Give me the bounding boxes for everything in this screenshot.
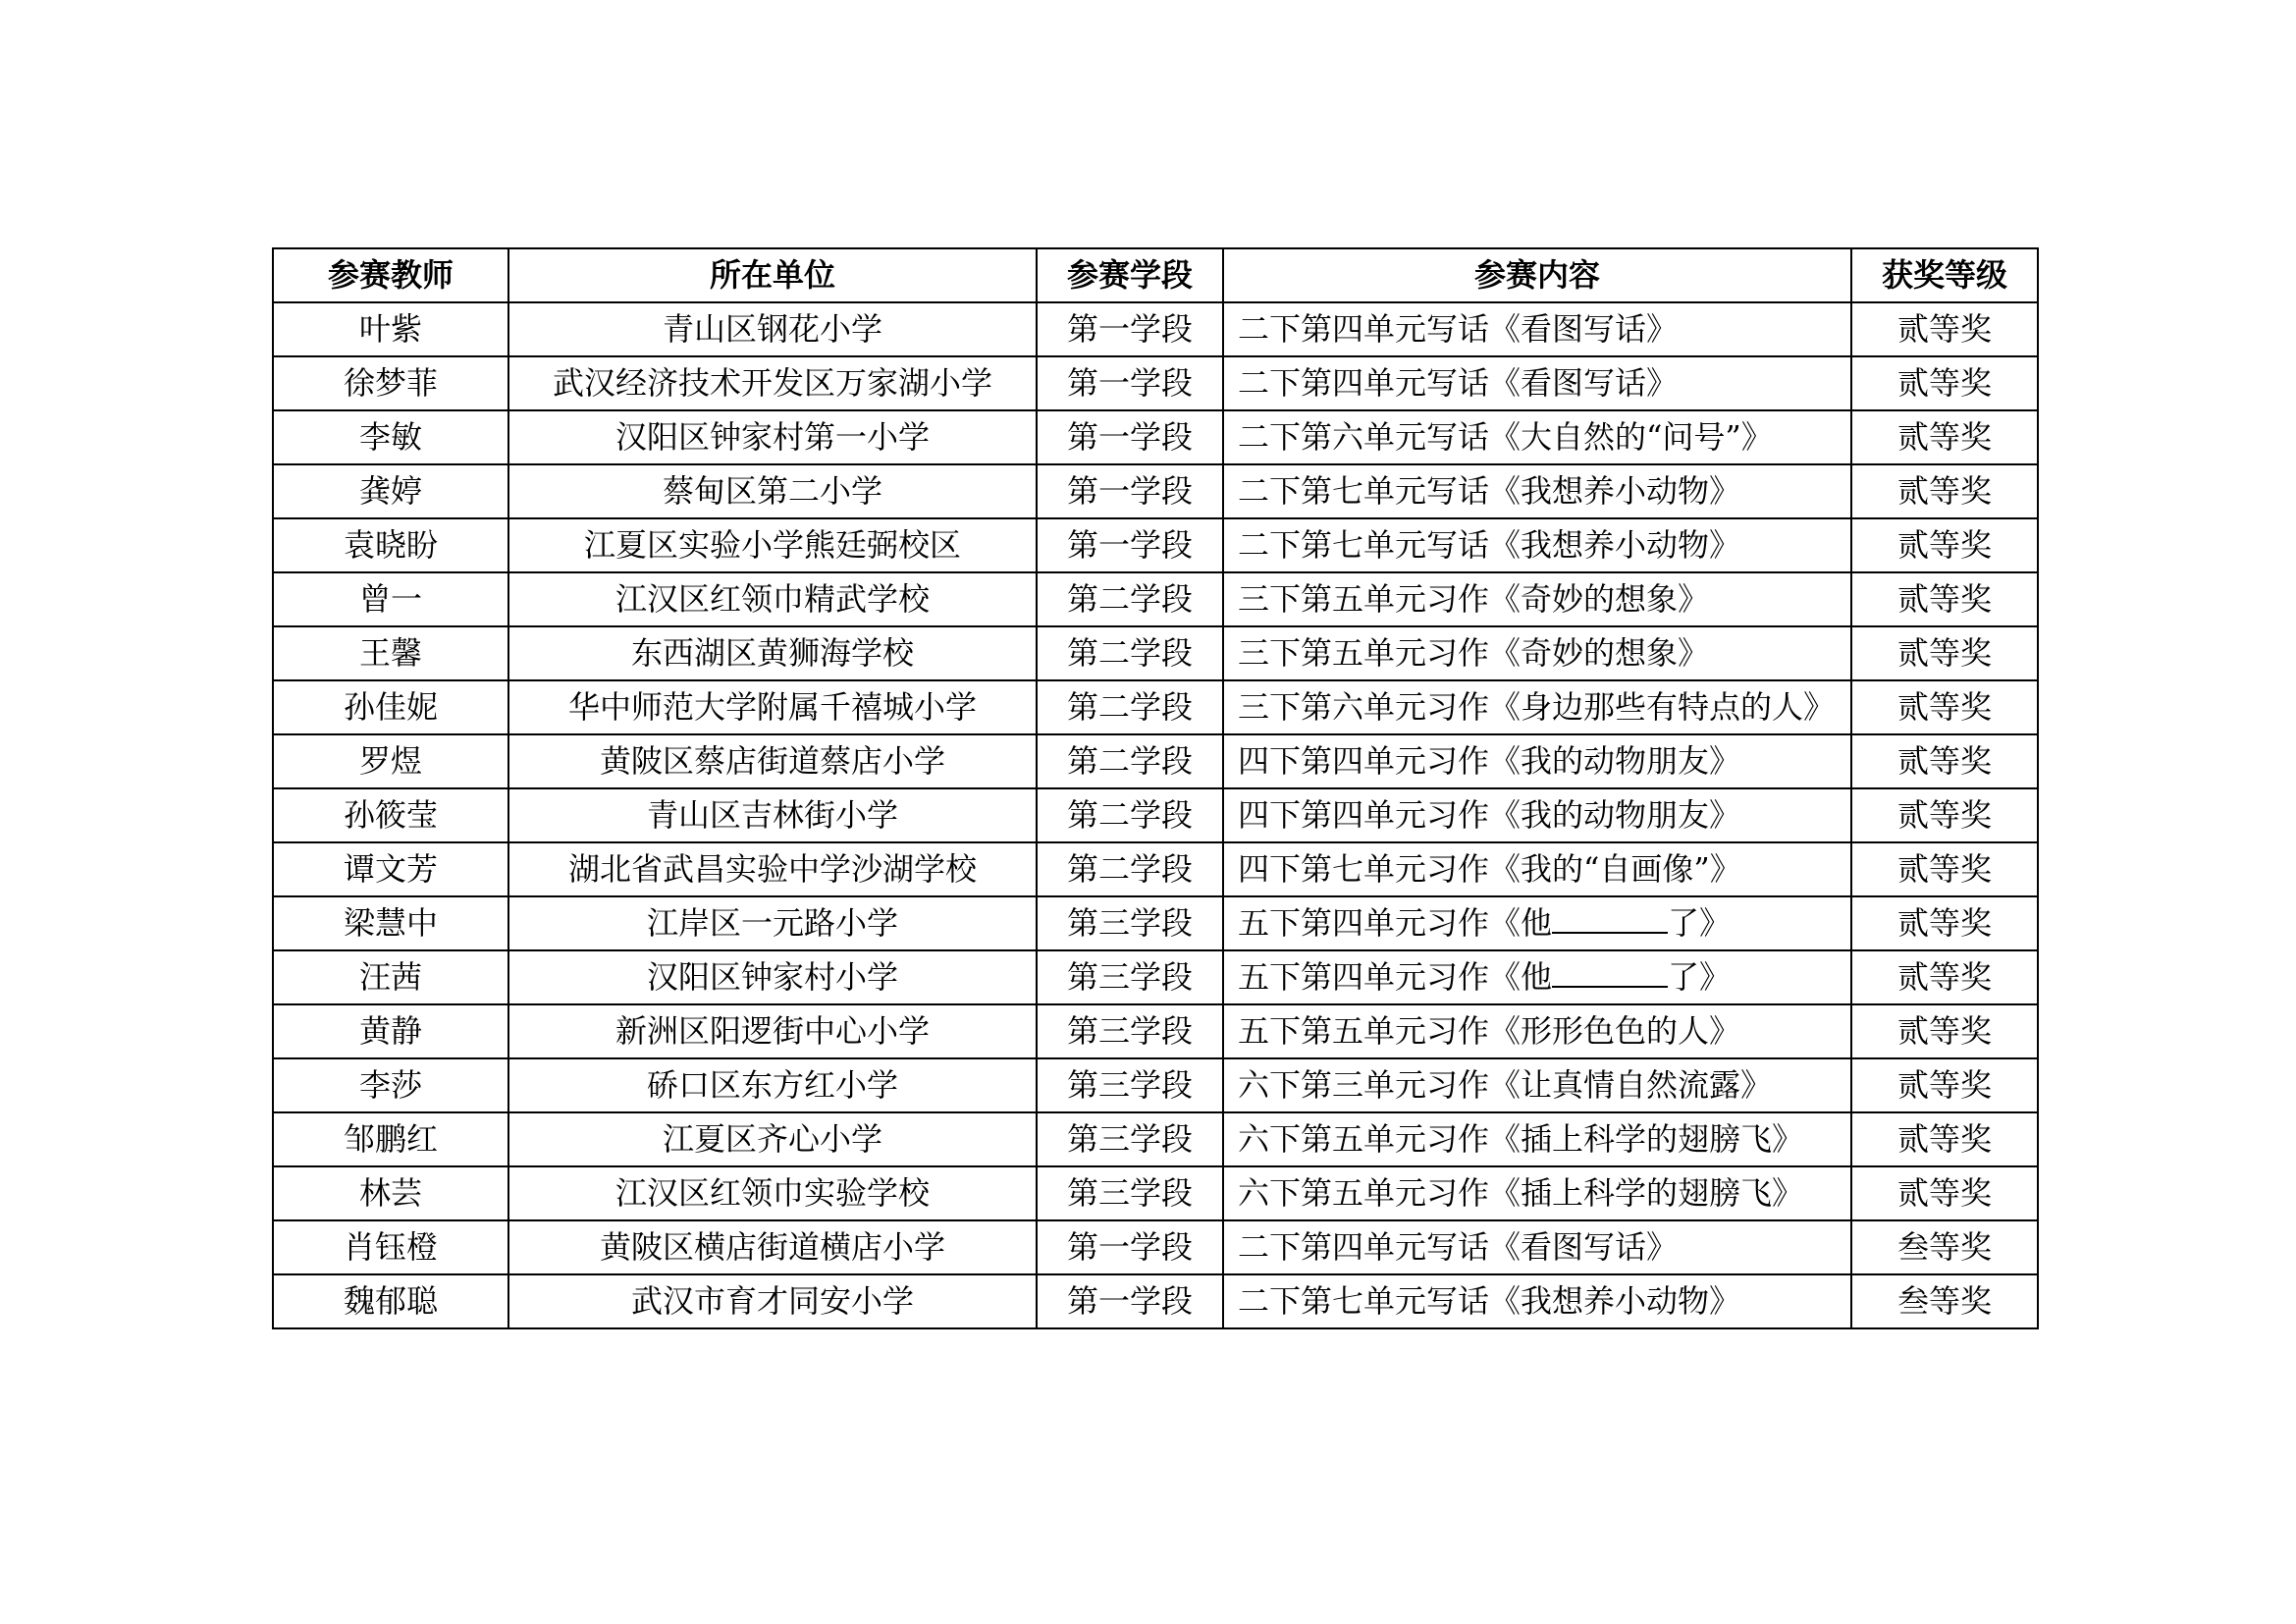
teacher-cell: 谭文芳 <box>273 842 508 896</box>
school-cell: 汉阳区钟家村第一小学 <box>508 410 1037 464</box>
content-cell: 五下第五单元习作《形形色色的人》 <box>1223 1004 1851 1058</box>
teacher-cell: 魏郁聪 <box>273 1274 508 1328</box>
teacher-cell: 徐梦菲 <box>273 356 508 410</box>
content-cell: 三下第六单元习作《身边那些有特点的人》 <box>1223 680 1851 734</box>
award-cell: 贰等奖 <box>1851 1004 2038 1058</box>
award-cell: 贰等奖 <box>1851 1058 2038 1112</box>
teacher-cell: 孙佳妮 <box>273 680 508 734</box>
stage-cell: 第三学段 <box>1037 1112 1223 1166</box>
award-cell: 贰等奖 <box>1851 1166 2038 1220</box>
content-cell: 二下第四单元写话《看图写话》 <box>1223 1220 1851 1274</box>
content-cell: 二下第四单元写话《看图写话》 <box>1223 356 1851 410</box>
award-table <box>272 247 2039 1329</box>
school-cell: 武汉市育才同安小学 <box>508 1274 1037 1328</box>
teacher-cell: 梁慧中 <box>273 896 508 950</box>
award-cell: 贰等奖 <box>1851 464 2038 518</box>
award-cell: 贰等奖 <box>1851 518 2038 572</box>
school-cell: 东西湖区黄狮海学校 <box>508 626 1037 680</box>
stage-cell: 第二学段 <box>1037 788 1223 842</box>
content-cell <box>1223 950 1851 1004</box>
table-row <box>273 1112 2038 1166</box>
table-row <box>273 1166 2038 1220</box>
content-cell: 二下第七单元写话《我想养小动物》 <box>1223 464 1851 518</box>
school-cell: 蔡甸区第二小学 <box>508 464 1037 518</box>
teacher-cell: 孙筱莹 <box>273 788 508 842</box>
table-row <box>273 734 2038 788</box>
award-cell: 贰等奖 <box>1851 410 2038 464</box>
content-cell: 四下第四单元习作《我的动物朋友》 <box>1223 788 1851 842</box>
teacher-cell: 汪茜 <box>273 950 508 1004</box>
award-cell: 叁等奖 <box>1851 1220 2038 1274</box>
teacher-cell: 袁晓盼 <box>273 518 508 572</box>
content-text-tail: 了》 <box>1668 904 1732 942</box>
school-cell: 江汉区红领巾精武学校 <box>508 572 1037 626</box>
award-cell: 叁等奖 <box>1851 1274 2038 1328</box>
teacher-cell: 叶紫 <box>273 302 508 356</box>
teacher-cell: 林芸 <box>273 1166 508 1220</box>
content-cell: 六下第三单元习作《让真情自然流露》 <box>1223 1058 1851 1112</box>
table-row <box>273 842 2038 896</box>
stage-cell: 第一学段 <box>1037 1274 1223 1328</box>
content-cell: 二下第七单元写话《我想养小动物》 <box>1223 518 1851 572</box>
stage-cell: 第一学段 <box>1037 1220 1223 1274</box>
school-cell: 江汉区红领巾实验学校 <box>508 1166 1037 1220</box>
school-cell: 黄陂区蔡店街道蔡店小学 <box>508 734 1037 788</box>
stage-cell: 第二学段 <box>1037 572 1223 626</box>
table-row <box>273 464 2038 518</box>
table-row <box>273 302 2038 356</box>
teacher-cell: 邹鹏红 <box>273 1112 508 1166</box>
table-row <box>273 896 2038 950</box>
content-text: 五下第四单元习作《他 <box>1238 958 1553 996</box>
award-cell: 贰等奖 <box>1851 842 2038 896</box>
table-row <box>273 518 2038 572</box>
stage-cell: 第三学段 <box>1037 950 1223 1004</box>
school-cell: 青山区钢花小学 <box>508 302 1037 356</box>
content-cell: 六下第五单元习作《插上科学的翅膀飞》 <box>1223 1112 1851 1166</box>
award-cell: 贰等奖 <box>1851 626 2038 680</box>
header-school: 所在单位 <box>508 248 1037 302</box>
table-row <box>273 1004 2038 1058</box>
content-cell: 二下第四单元写话《看图写话》 <box>1223 302 1851 356</box>
award-cell: 贰等奖 <box>1851 302 2038 356</box>
award-cell: 贰等奖 <box>1851 734 2038 788</box>
award-cell: 贰等奖 <box>1851 356 2038 410</box>
stage-cell: 第一学段 <box>1037 410 1223 464</box>
school-cell: 江岸区一元路小学 <box>508 896 1037 950</box>
table-row <box>273 572 2038 626</box>
content-cell: 四下第七单元习作《我的“自画像”》 <box>1223 842 1851 896</box>
fill-in-blank <box>1552 928 1668 934</box>
school-cell: 华中师范大学附属千禧城小学 <box>508 680 1037 734</box>
school-cell: 汉阳区钟家村小学 <box>508 950 1037 1004</box>
school-cell: 新洲区阳逻街中心小学 <box>508 1004 1037 1058</box>
table-row <box>273 626 2038 680</box>
teacher-cell: 肖钰橙 <box>273 1220 508 1274</box>
content-cell: 六下第五单元习作《插上科学的翅膀飞》 <box>1223 1166 1851 1220</box>
teacher-cell: 罗煜 <box>273 734 508 788</box>
stage-cell: 第一学段 <box>1037 518 1223 572</box>
school-cell: 江夏区实验小学熊廷弼校区 <box>508 518 1037 572</box>
stage-cell: 第三学段 <box>1037 1166 1223 1220</box>
teacher-cell: 黄静 <box>273 1004 508 1058</box>
award-cell: 贰等奖 <box>1851 1112 2038 1166</box>
table-row <box>273 1274 2038 1328</box>
award-cell: 贰等奖 <box>1851 788 2038 842</box>
teacher-cell: 李敏 <box>273 410 508 464</box>
school-cell: 黄陂区横店街道横店小学 <box>508 1220 1037 1274</box>
award-cell: 贰等奖 <box>1851 572 2038 626</box>
teacher-cell: 李莎 <box>273 1058 508 1112</box>
stage-cell: 第二学段 <box>1037 734 1223 788</box>
stage-cell: 第二学段 <box>1037 842 1223 896</box>
content-text: 五下第四单元习作《他 <box>1238 904 1553 942</box>
stage-cell: 第三学段 <box>1037 1058 1223 1112</box>
header-stage: 参赛学段 <box>1037 248 1223 302</box>
stage-cell: 第一学段 <box>1037 302 1223 356</box>
table-row <box>273 410 2038 464</box>
content-cell: 二下第七单元写话《我想养小动物》 <box>1223 1274 1851 1328</box>
teacher-cell: 曾一 <box>273 572 508 626</box>
content-cell: 四下第四单元习作《我的动物朋友》 <box>1223 734 1851 788</box>
content-cell: 二下第六单元写话《大自然的“问号”》 <box>1223 410 1851 464</box>
stage-cell: 第一学段 <box>1037 464 1223 518</box>
table-row <box>273 1058 2038 1112</box>
stage-cell: 第三学段 <box>1037 896 1223 950</box>
school-cell: 江夏区齐心小学 <box>508 1112 1037 1166</box>
table-header-row <box>273 248 2038 302</box>
stage-cell: 第二学段 <box>1037 626 1223 680</box>
table-row <box>273 1220 2038 1274</box>
school-cell: 青山区吉林街小学 <box>508 788 1037 842</box>
award-cell: 贰等奖 <box>1851 896 2038 950</box>
school-cell: 武汉经济技术开发区万家湖小学 <box>508 356 1037 410</box>
header-teacher: 参赛教师 <box>273 248 508 302</box>
table-row <box>273 950 2038 1004</box>
content-cell: 三下第五单元习作《奇妙的想象》 <box>1223 572 1851 626</box>
stage-cell: 第一学段 <box>1037 356 1223 410</box>
table-row <box>273 680 2038 734</box>
school-cell: 湖北省武昌实验中学沙湖学校 <box>508 842 1037 896</box>
school-cell: 硚口区东方红小学 <box>508 1058 1037 1112</box>
teacher-cell: 王馨 <box>273 626 508 680</box>
fill-in-blank <box>1552 982 1668 988</box>
award-cell: 贰等奖 <box>1851 680 2038 734</box>
stage-cell: 第三学段 <box>1037 1004 1223 1058</box>
table-row <box>273 788 2038 842</box>
header-award: 获奖等级 <box>1851 248 2038 302</box>
content-cell <box>1223 896 1851 950</box>
award-cell: 贰等奖 <box>1851 950 2038 1004</box>
header-content: 参赛内容 <box>1223 248 1851 302</box>
stage-cell: 第二学段 <box>1037 680 1223 734</box>
teacher-cell: 龚婷 <box>273 464 508 518</box>
content-cell: 三下第五单元习作《奇妙的想象》 <box>1223 626 1851 680</box>
table-row <box>273 356 2038 410</box>
content-text-tail: 了》 <box>1668 958 1732 996</box>
